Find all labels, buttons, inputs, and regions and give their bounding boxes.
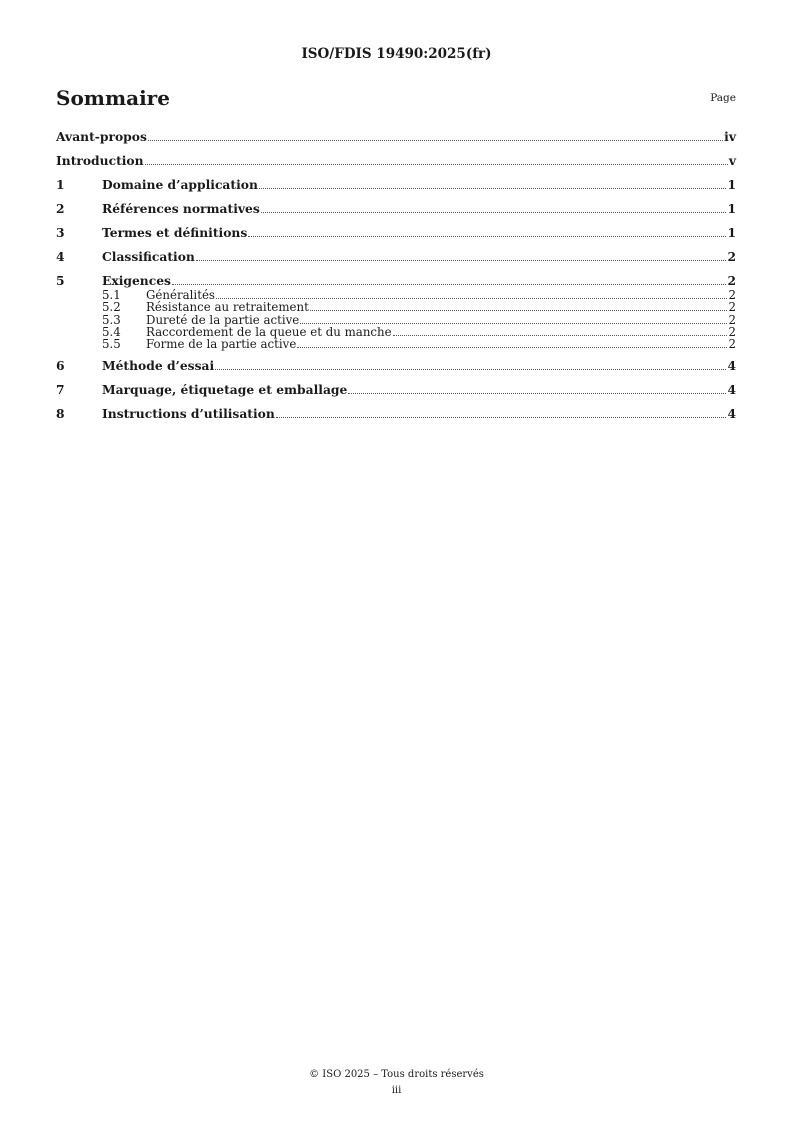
toc-entry-label: Avant-propos [56, 129, 147, 144]
toc-entry-page: 4 [727, 406, 736, 422]
toc-entry-introduction[interactable] [56, 153, 736, 169]
toc-leader-dots [393, 335, 728, 336]
toc-subentry-page: 2 [728, 300, 736, 315]
toc-subentry-page: 2 [728, 312, 736, 327]
toc-subentry-number: 5.1 [102, 288, 121, 302]
toc-entry-4[interactable] [56, 249, 736, 265]
toc-subentry-5-2[interactable] [56, 301, 736, 313]
page-column-label: Page [710, 92, 736, 104]
toc-leader-dots [196, 260, 727, 261]
toc-entry-page: 4 [727, 358, 736, 374]
toc-leader-dots [348, 393, 726, 394]
toc-entry-number: 3 [56, 225, 65, 240]
toc-entry-label: Instructions d’utilisation [102, 406, 275, 422]
toc-leader-dots [259, 188, 727, 189]
toc-subentry-page: 2 [728, 288, 736, 302]
document-id-header: ISO/FDIS 19490:2025(fr) [301, 46, 492, 62]
toc-entry-2[interactable] [56, 201, 736, 217]
toc-entry-3[interactable] [56, 225, 736, 241]
toc-leader-dots [261, 212, 727, 213]
toc-leader-dots [248, 236, 726, 237]
page-title: Sommaire [56, 86, 170, 110]
toc-subentry-page: 2 [728, 337, 736, 352]
toc-leader-dots [172, 284, 726, 285]
toc-subentry-label: Dureté de la partie active [146, 312, 300, 327]
toc-entry-number: 8 [56, 406, 65, 422]
toc-leader-dots [148, 140, 723, 141]
toc-entry-page: 4 [727, 382, 736, 398]
toc-entry-number: 4 [56, 249, 65, 264]
toc-subentry-number: 5.3 [102, 312, 121, 327]
toc-entry-8[interactable] [56, 406, 736, 422]
toc-leader-dots [300, 323, 727, 324]
toc-subentry-label: Résistance au retraitement [146, 300, 309, 315]
toc-entry-page: 1 [727, 201, 736, 216]
toc-entry-page: iv [724, 129, 736, 144]
toc-entry-page: v [728, 153, 736, 168]
toc-entry-page: 2 [727, 273, 736, 288]
toc-entry-label: Domaine d’application [102, 177, 258, 192]
toc-entry-page: 1 [727, 177, 736, 192]
toc-entry-label: Termes et définitions [102, 225, 248, 240]
toc-leader-dots [215, 369, 726, 370]
toc-leader-dots [216, 298, 728, 299]
toc-entry-number: 7 [56, 382, 65, 398]
toc-entry-label: Marquage, étiquetage et emballage [102, 382, 348, 398]
toc-entry-label: Exigences [102, 273, 171, 288]
toc-entry-label: Introduction [56, 153, 144, 168]
page-number: iii [391, 1085, 402, 1096]
toc-leader-dots [310, 310, 728, 311]
toc-entry-label: Méthode d’essai [102, 358, 215, 374]
toc-subentry-label: Généralités [146, 288, 215, 302]
toc-leader-dots [297, 347, 727, 348]
table-of-contents [56, 129, 736, 430]
copyright-notice: © ISO 2025 – Tous droits réservés [309, 1069, 484, 1080]
toc-entry-label: Classification [102, 249, 195, 264]
toc-entry-1[interactable] [56, 177, 736, 193]
toc-entry-number: 2 [56, 201, 65, 216]
toc-entry-6[interactable] [56, 358, 736, 374]
toc-entry-7[interactable] [56, 382, 736, 398]
toc-subentry-number: 5.5 [102, 337, 121, 352]
toc-group-5 [56, 273, 736, 350]
toc-leader-dots [276, 417, 727, 418]
toc-subentry-label: Forme de la partie active [146, 337, 297, 352]
toc-entry-label: Références normatives [102, 201, 260, 216]
toc-subentry-5-5[interactable] [56, 338, 736, 350]
toc-entry-number: 1 [56, 177, 65, 192]
title-row [56, 86, 736, 112]
toc-entry-number: 6 [56, 358, 65, 374]
toc-entry-number: 5 [56, 273, 65, 288]
page-footer [0, 1067, 793, 1099]
toc-subentry-page: 2 [728, 324, 736, 339]
toc-subentry-label: Raccordement de la queue et du manche [146, 324, 392, 339]
toc-entry-avant-propos[interactable] [56, 129, 736, 145]
toc-subentry-number: 5.4 [102, 324, 121, 339]
toc-entry-page: 1 [727, 225, 736, 240]
toc-leader-dots [145, 164, 728, 165]
toc-entry-5[interactable] [56, 273, 736, 289]
toc-subentry-number: 5.2 [102, 300, 121, 315]
toc-entry-page: 2 [727, 249, 736, 264]
